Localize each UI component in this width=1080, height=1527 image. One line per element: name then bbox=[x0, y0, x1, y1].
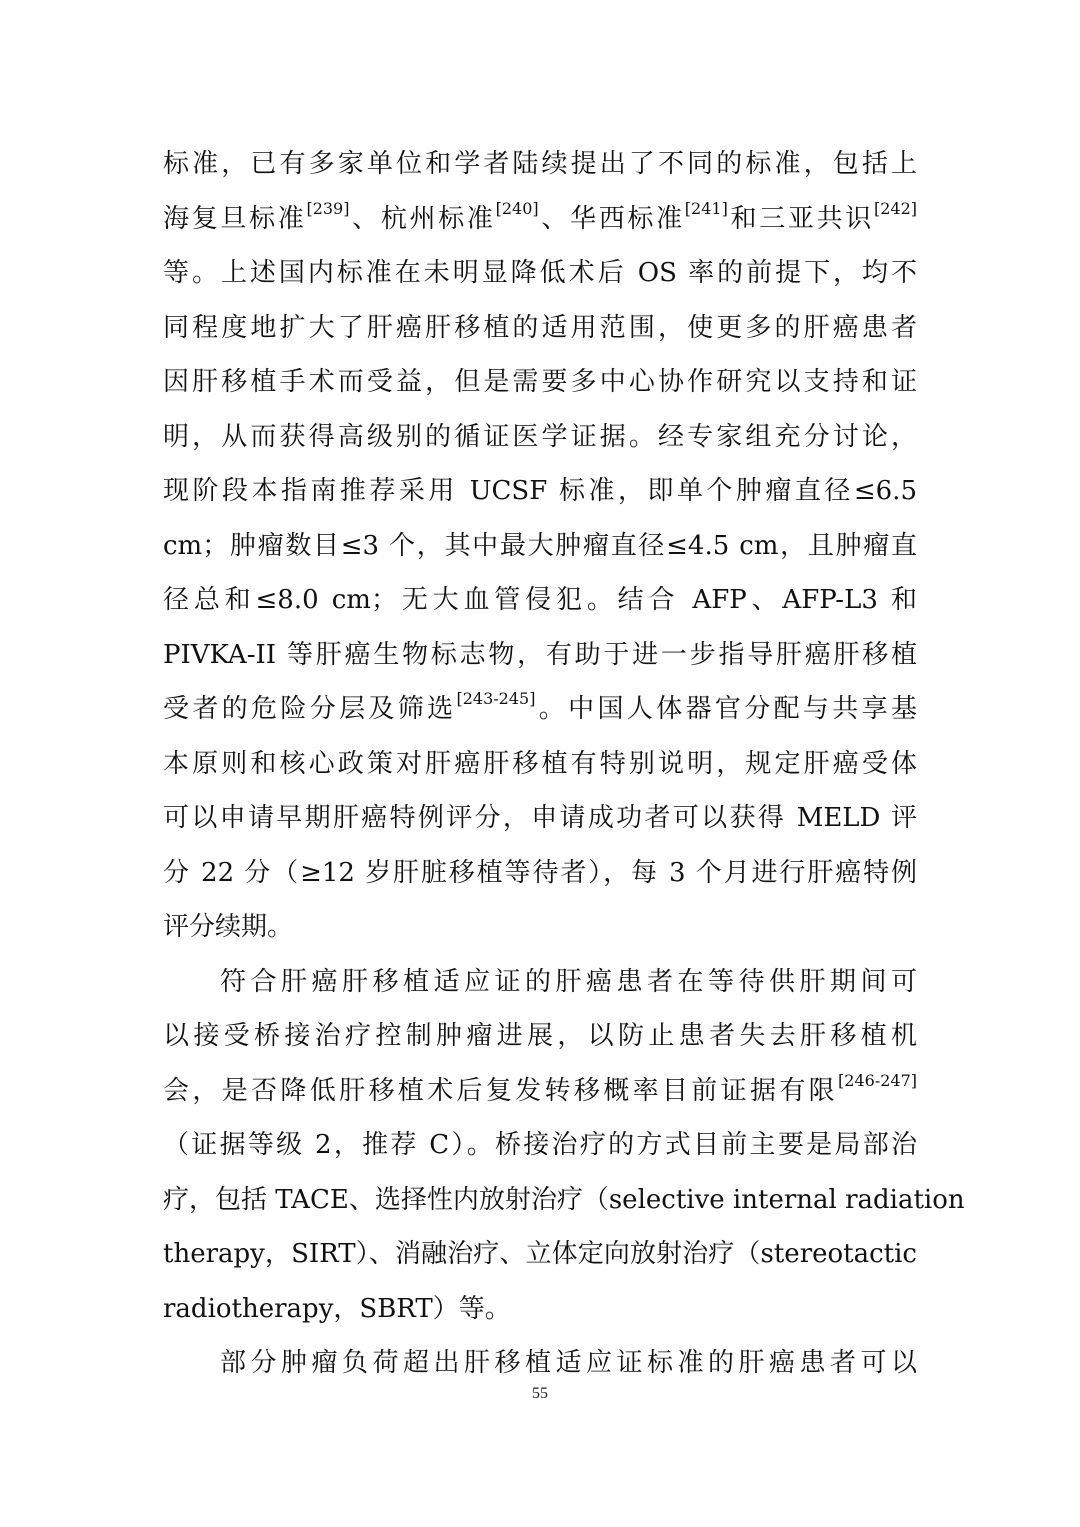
text-line bbox=[163, 732, 917, 787]
text-run: （证据等级 2，推荐 C）。桥接治疗的方式目前主要是局部治 bbox=[163, 1130, 917, 1160]
text-run: 径总和≤8.0 cm；无大血管侵犯。结合 AFP、AFP-L3 和 bbox=[163, 585, 917, 615]
text-run: 会，是否降低肝移植术后复发转移概率目前证据有限 bbox=[163, 1075, 839, 1106]
text-line bbox=[163, 1113, 917, 1168]
text-line bbox=[163, 241, 917, 296]
text-run: 本原则和核心政策对肝癌肝移植有特别说明，规定肝癌受体 bbox=[163, 748, 917, 779]
text-line bbox=[163, 623, 917, 678]
text-run: 、杭州标准 bbox=[349, 203, 496, 234]
text-run: PIVKA-II 等肝癌生物标志物，有助于进一步指导肝癌肝移植 bbox=[163, 639, 917, 670]
citation-reference: [246-247] bbox=[838, 1070, 917, 1090]
text-run: 现阶段本指南推荐采用 UCSF 标准，即单个肿瘤直径≤6.5 bbox=[163, 476, 917, 506]
text-line bbox=[163, 950, 917, 1005]
text-line bbox=[163, 405, 917, 460]
text-run: 同程度地扩大了肝癌肝移植的适用范围，使更多的肝癌患者 bbox=[163, 312, 917, 343]
text-line bbox=[163, 296, 917, 351]
text-run: 海复旦标准 bbox=[163, 203, 307, 234]
text-run: 因肝移植手术而受益，但是需要多中心协作研究以支持和证 bbox=[163, 367, 917, 397]
text-line bbox=[163, 841, 917, 896]
text-line bbox=[163, 895, 917, 950]
text-run: 可以申请早期肝癌特例评分，申请成功者可以获得 MELD 评 bbox=[163, 803, 917, 833]
text-run: 部分肿瘤负荷超出肝移植适应证标准的肝癌患者可以 bbox=[220, 1348, 917, 1378]
text-line bbox=[163, 1331, 917, 1386]
citation-reference: [240] bbox=[495, 198, 539, 218]
text-run: radiotherapy，SBRT）等。 bbox=[163, 1293, 511, 1324]
text-run: 受者的危险分层及筛选 bbox=[163, 694, 457, 724]
page-number: 55 bbox=[532, 1385, 548, 1402]
citation-reference: [239] bbox=[306, 198, 350, 218]
text-line bbox=[163, 1059, 917, 1114]
text-run: 符合肝癌肝移植适应证的肝癌患者在等待供肝期间可 bbox=[220, 966, 917, 997]
text-run: 评分续期。 bbox=[163, 912, 294, 942]
body-text bbox=[163, 132, 965, 1386]
citation-reference: [242] bbox=[873, 198, 917, 218]
text-run: therapy，SIRT）、消融治疗、立体定向放射治疗（stereotactic bbox=[163, 1239, 917, 1269]
text-line bbox=[163, 514, 917, 569]
text-line bbox=[163, 1004, 917, 1059]
text-run: 分 22 分（≥12 岁肝脏移植等待者），每 3 个月进行肝癌特例 bbox=[163, 857, 917, 888]
text-line bbox=[163, 132, 917, 187]
text-line bbox=[163, 677, 917, 732]
text-line bbox=[163, 350, 917, 405]
paragraph bbox=[163, 950, 965, 1332]
text-run: 等。上述国内标准在未明显降低术后 OS 率的前提下，均不 bbox=[163, 258, 917, 288]
text-line bbox=[163, 187, 917, 242]
text-line bbox=[163, 1168, 965, 1223]
paragraph bbox=[163, 1331, 917, 1386]
text-run: 、华西标准 bbox=[538, 203, 685, 234]
citation-reference: [243-245] bbox=[456, 689, 536, 708]
text-run: cm；肿瘤数目≤3 个，其中最大肿瘤直径≤4.5 cm，且肿瘤直 bbox=[163, 530, 917, 561]
text-run: 疗，包括 TACE、选择性内放射治疗（selective internal radiation bbox=[163, 1184, 965, 1215]
text-line bbox=[163, 459, 917, 514]
text-run: 明，从而获得高级别的循证医学证据。经专家组充分讨论， bbox=[163, 421, 917, 452]
text-line bbox=[163, 1277, 917, 1332]
text-run: 以接受桥接治疗控制肿瘤进展，以防止患者失去肝移植机 bbox=[163, 1021, 917, 1051]
text-line bbox=[163, 568, 917, 623]
text-run: 和三亚共识 bbox=[727, 203, 874, 234]
text-run: 。中国人体器官分配与共享基 bbox=[535, 694, 917, 724]
citation-reference: [241] bbox=[684, 198, 728, 218]
text-run: 标准，已有多家单位和学者陆续提出了不同的标准，包括上 bbox=[163, 149, 917, 179]
text-line bbox=[163, 1222, 917, 1277]
text-line bbox=[163, 786, 917, 841]
paragraph bbox=[163, 132, 917, 950]
